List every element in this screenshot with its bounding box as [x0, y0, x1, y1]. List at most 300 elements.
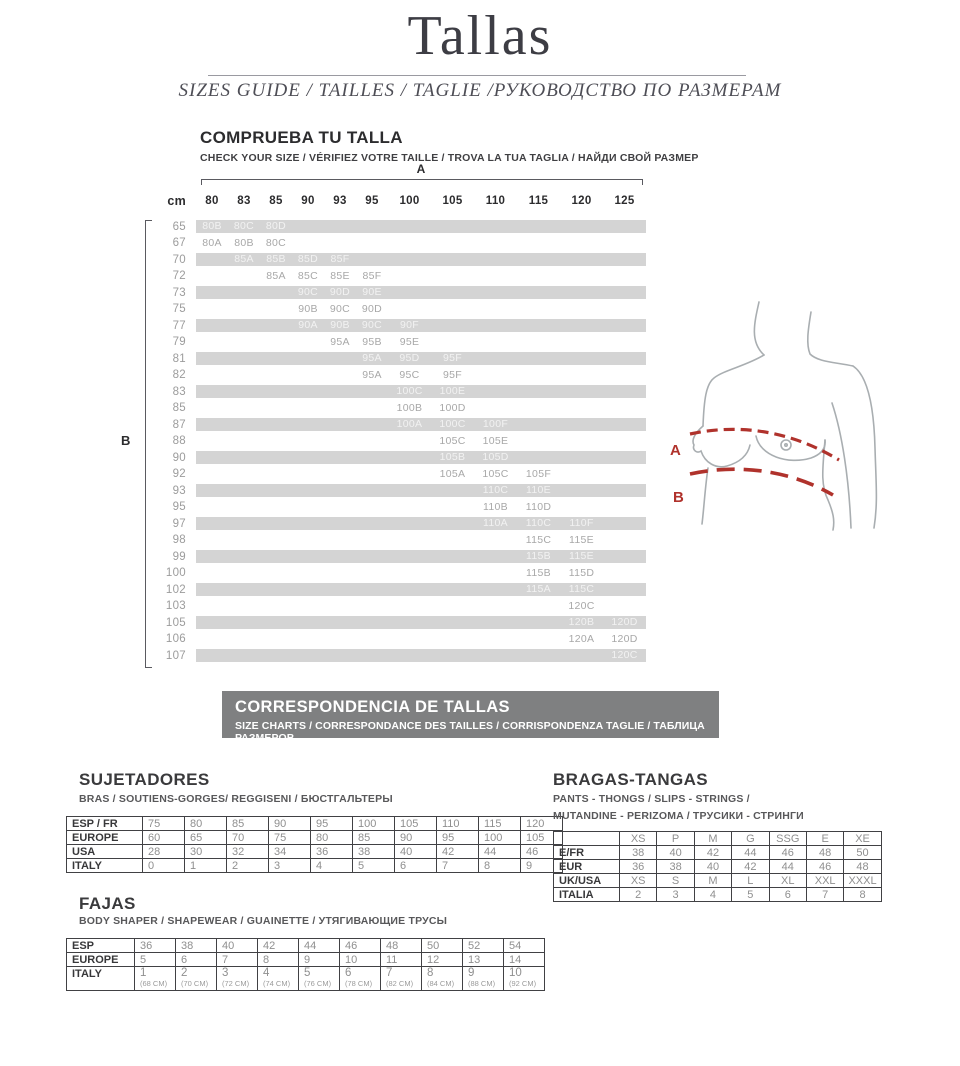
matrix-row-label: 75 [172, 303, 186, 315]
table-row-label: E/FR [554, 846, 620, 860]
table-cell-value: 8 [427, 967, 434, 979]
table-row-label: ITALY [67, 967, 135, 991]
table-cell: 8 [844, 888, 881, 902]
table-header-cell [554, 832, 620, 846]
matrix-cell: 95A [362, 352, 382, 364]
table-cell-note: (92 CM) [509, 979, 537, 988]
table-cell: 48 [381, 939, 422, 953]
matrix-band [196, 220, 646, 233]
table-cell: XXXL [844, 874, 881, 888]
table-cell: 70 [227, 831, 269, 845]
matrix-band [196, 418, 646, 431]
check-size-subtitle: CHECK YOUR SIZE / VÉRIFIEZ VOTRE TAILLE / TROVA LA TUA TAGLIA / НАЙДИ СВОЙ РАЗМЕР [200, 152, 699, 164]
bracket-b [145, 220, 152, 668]
matrix-cell: 80C [233, 220, 255, 232]
matrix-row-label: 65 [172, 220, 186, 233]
matrix-cell: 85A [234, 253, 254, 265]
torso-illustration-icon [648, 288, 958, 583]
matrix-row-label: 87 [172, 418, 186, 431]
shapers-title: FAJAS [79, 894, 136, 913]
table-header-cell: G [732, 832, 769, 846]
table-cell: 50 [844, 846, 881, 860]
table-cell: 48 [844, 860, 881, 874]
table-cell: 46 [340, 939, 381, 953]
table-cell: 40 [657, 846, 694, 860]
matrix-cell: 90C [329, 302, 351, 315]
matrix-cell: 120A [568, 632, 595, 645]
matrix-band [196, 550, 646, 563]
matrix-row [154, 303, 646, 316]
matrix-column-header: 85 [269, 194, 283, 207]
table-cell-note: (84 CM) [427, 979, 455, 988]
matrix-cell: 95D [399, 352, 420, 364]
table-cell-value: 1 [140, 967, 147, 979]
matrix-row-label: 72 [172, 270, 186, 282]
table-cell: 50 [422, 939, 463, 953]
table-cell-note: (82 CM) [386, 979, 414, 988]
table-cell: 75 [269, 831, 311, 845]
table-cell: 40 [694, 860, 731, 874]
table-cell: 10 [340, 953, 381, 967]
table-cell: 6 [769, 888, 806, 902]
table-cell-value: 7 [386, 967, 393, 979]
table-cell-value: 6 [345, 967, 352, 979]
matrix-row-label: 90 [172, 451, 186, 464]
table-cell: 115 [479, 817, 521, 831]
matrix-row [154, 402, 646, 415]
matrix-band [196, 303, 646, 316]
table-cell [340, 967, 381, 991]
table-cell: 0 [143, 859, 185, 873]
table-cell-note: (70 CM) [181, 979, 209, 988]
matrix-band [196, 385, 646, 398]
matrix-column-header: 105 [442, 194, 463, 207]
matrix-row [154, 270, 646, 283]
matrix-band [196, 270, 646, 283]
panties-title: BRAGAS-TANGAS [553, 770, 709, 789]
table-cell: 3 [269, 859, 311, 873]
matrix-cell: 105C [439, 434, 466, 447]
matrix-cell: 95A [362, 368, 382, 381]
matrix-cell: 100B [396, 401, 423, 414]
table-cell: 46 [806, 860, 843, 874]
matrix-row [154, 237, 646, 250]
matrix-row [154, 567, 646, 580]
matrix-row [154, 369, 646, 382]
matrix-row [154, 435, 646, 448]
matrix-row [154, 286, 646, 299]
matrix-cell: 90E [362, 286, 382, 298]
table-cell: 6 [395, 859, 437, 873]
matrix-row-label: 102 [165, 583, 186, 596]
matrix-cell: 105E [482, 434, 509, 447]
table-row [67, 831, 563, 845]
table-cell: 36 [311, 845, 353, 859]
matrix-cell: 120B [568, 616, 595, 628]
matrix-cell: 105C [482, 467, 509, 480]
table-cell: 48 [806, 846, 843, 860]
measure-line-b [690, 469, 833, 495]
matrix-cell: 110A [483, 517, 508, 529]
matrix-cell: 120D [611, 616, 638, 628]
table-cell [135, 967, 176, 991]
table-header-cell: M [694, 832, 731, 846]
table-cell: 9 [521, 859, 563, 873]
table-cell: 80 [185, 817, 227, 831]
size-matrix [154, 194, 646, 666]
matrix-cell: 85E [330, 269, 350, 282]
table-cell: 46 [521, 845, 563, 859]
table-cell: 7 [437, 859, 479, 873]
table-cell: 42 [437, 845, 479, 859]
table-cell: 54 [504, 939, 545, 953]
table-cell: 32 [227, 845, 269, 859]
matrix-cell: 100A [396, 418, 423, 430]
table-cell: 38 [620, 846, 657, 860]
matrix-cell: 115B [526, 550, 551, 562]
banner-subtitle: SIZE CHARTS / CORRESPONDANCE DES TAILLES / CORRISPONDENZA TAGLIE / ТАБЛИЦА РАЗМЕРОВ [235, 720, 705, 744]
table-cell: S [657, 874, 694, 888]
table-cell: 75 [143, 817, 185, 831]
matrix-row [154, 468, 646, 481]
matrix-band [196, 319, 646, 332]
matrix-band [196, 435, 646, 448]
matrix-cell: 80C [265, 236, 287, 249]
table-cell: 80 [311, 831, 353, 845]
table-cell: 8 [258, 953, 299, 967]
table-cell [176, 967, 217, 991]
matrix-row [154, 534, 646, 547]
matrix-cell: 80B [202, 220, 222, 232]
matrix-cell: 120C [611, 649, 638, 661]
matrix-cell: 80D [265, 220, 287, 232]
table-cell: 42 [732, 860, 769, 874]
matrix-row-label: 85 [172, 402, 186, 414]
matrix-cell: 90D [329, 286, 351, 298]
matrix-band [196, 352, 646, 365]
table-cell [381, 967, 422, 991]
figure-label-b: B [673, 489, 684, 506]
matrix-cell: 115D [568, 566, 595, 579]
table-cell: 13 [463, 953, 504, 967]
table-cell: 2 [620, 888, 657, 902]
matrix-row-label: 97 [172, 517, 186, 530]
matrix-cell: 110B [483, 500, 508, 513]
table-cell: 12 [422, 953, 463, 967]
matrix-band [196, 649, 646, 662]
table-cell: 100 [479, 831, 521, 845]
table-cell: 3 [657, 888, 694, 902]
table-cell: 36 [620, 860, 657, 874]
matrix-cell: 105A [439, 467, 466, 480]
table-row-label: UK/USA [554, 874, 620, 888]
table-cell: 36 [135, 939, 176, 953]
matrix-column-header: 83 [237, 194, 251, 207]
matrix-row [154, 501, 646, 514]
matrix-cell: 95F [443, 352, 462, 364]
matrix-cell: 110C [482, 484, 509, 496]
table-cell: 14 [504, 953, 545, 967]
table-cell-note: (78 CM) [345, 979, 373, 988]
table-cell: 44 [732, 846, 769, 860]
table-cell-note: (68 CM) [140, 979, 168, 988]
table-cell [463, 967, 504, 991]
matrix-cell: 115C [525, 533, 552, 546]
table-cell: 38 [176, 939, 217, 953]
matrix-header-row [154, 194, 646, 208]
table-cell [258, 967, 299, 991]
matrix-row [154, 517, 646, 530]
matrix-row-label: 82 [172, 369, 186, 381]
correspondence-banner [222, 691, 719, 744]
matrix-cell: 85F [330, 253, 350, 265]
matrix-cell: 115B [526, 566, 551, 579]
matrix-band [196, 600, 646, 613]
matrix-cell: 105D [482, 451, 509, 463]
table-row [554, 874, 882, 888]
table-cell: 85 [353, 831, 395, 845]
matrix-cell: 85A [266, 269, 286, 282]
matrix-cell: 105B [439, 451, 466, 463]
table-row-label: ITALY [67, 859, 143, 873]
bras-title: SUJETADORES [79, 770, 210, 789]
table-row-label: ITALIA [554, 888, 620, 902]
matrix-cell: 100C [439, 418, 466, 430]
table-cell: 30 [185, 845, 227, 859]
matrix-cell: 95B [362, 335, 382, 348]
table-cell: 5 [732, 888, 769, 902]
table-cell [504, 967, 545, 991]
matrix-band [196, 336, 646, 349]
matrix-column-header: 95 [365, 194, 379, 207]
matrix-cell: 110E [526, 484, 551, 496]
table-cell: 1 [185, 859, 227, 873]
matrix-row-label: 70 [172, 253, 186, 266]
matrix-row-label: 67 [172, 237, 186, 249]
matrix-cell: 110D [525, 500, 552, 513]
shapers-subtitle: BODY SHAPER / SHAPEWEAR / GUAINETTE / УТЯГИВАЮЩИЕ ТРУСЫ [79, 915, 448, 927]
table-row-label: ESP [67, 939, 135, 953]
matrix-column-header: 90 [301, 194, 315, 207]
table-cell: 40 [395, 845, 437, 859]
matrix-row-label: 99 [172, 550, 186, 563]
matrix-band [196, 286, 646, 299]
table-cell: 65 [185, 831, 227, 845]
matrix-cell: 90D [361, 302, 383, 315]
matrix-row-label: 92 [172, 468, 186, 480]
table-cell-value: 5 [304, 967, 311, 979]
matrix-column-header: 80 [205, 194, 219, 207]
table-cell-value: 2 [181, 967, 188, 979]
table-cell: 8 [479, 859, 521, 873]
matrix-row-label: 105 [165, 616, 186, 629]
matrix-row-label: 88 [172, 435, 186, 447]
matrix-cell: 85B [266, 253, 286, 265]
matrix-cell: 105F [525, 467, 552, 480]
matrix-cell: 90A [298, 319, 318, 331]
table-cell: 90 [269, 817, 311, 831]
table-header-cell: E [806, 832, 843, 846]
panties-subtitle-2: MUTANDINE - PERIZOMA / ТРУСИКИ - СТРИНГИ [553, 810, 804, 822]
table-cell [217, 967, 258, 991]
table-row [67, 817, 563, 831]
matrix-row-label: 100 [165, 567, 186, 579]
banner-title: CORRESPONDENCIA DE TALLAS [235, 698, 510, 716]
table-cell: 5 [135, 953, 176, 967]
table-row-label: EUR [554, 860, 620, 874]
table-cell: M [694, 874, 731, 888]
matrix-cell: 95F [443, 368, 462, 381]
table-row [67, 939, 545, 953]
matrix-column-header: 125 [614, 194, 635, 207]
table-cell: 40 [217, 939, 258, 953]
matrix-row-label: 77 [172, 319, 186, 332]
matrix-row-label: 106 [165, 633, 186, 645]
table-cell: 42 [694, 846, 731, 860]
matrix-row [154, 253, 646, 266]
table-cell: 95 [311, 817, 353, 831]
table-cell: 9 [299, 953, 340, 967]
matrix-cell: 100C [396, 385, 423, 397]
table-cell-note: (76 CM) [304, 979, 332, 988]
matrix-cell: 115A [526, 583, 551, 595]
matrix-row-label: 95 [172, 501, 186, 513]
matrix-row [154, 352, 646, 365]
table-cell: 90 [395, 831, 437, 845]
table-cell: 4 [694, 888, 731, 902]
matrix-band [196, 534, 646, 547]
matrix-column-header: 100 [399, 194, 420, 207]
table-cell: 52 [463, 939, 504, 953]
matrix-row [154, 418, 646, 431]
table-cell: 38 [353, 845, 395, 859]
table-cell: 34 [269, 845, 311, 859]
table-cell: 44 [299, 939, 340, 953]
matrix-band [196, 237, 646, 250]
table-row [67, 953, 545, 967]
matrix-cell: 100E [439, 385, 466, 397]
matrix-row [154, 319, 646, 332]
matrix-cell: 115C [568, 583, 595, 595]
table-cell: XL [769, 874, 806, 888]
table-row [554, 860, 882, 874]
matrix-row-label: 83 [172, 385, 186, 398]
bras-subtitle: BRAS / SOUTIENS-GORGES/ REGGISENI / БЮСТГАЛЬТЕРЫ [79, 793, 393, 805]
table-row-label: EUROPE [67, 953, 135, 967]
matrix-cell: 110C [525, 517, 552, 529]
matrix-band [196, 567, 646, 580]
bracket-a-label: A [416, 162, 426, 176]
bracket-b-label: B [121, 433, 131, 448]
matrix-band [196, 616, 646, 629]
table-cell: L [732, 874, 769, 888]
table-cell: 110 [437, 817, 479, 831]
matrix-row [154, 583, 646, 596]
matrix-row [154, 336, 646, 349]
matrix-band [196, 501, 646, 514]
figure-label-a: A [670, 442, 681, 459]
page-title: Tallas [407, 5, 553, 67]
table-cell: 95 [437, 831, 479, 845]
table-cell: 7 [217, 953, 258, 967]
table-cell-note: (72 CM) [222, 979, 250, 988]
table-row-label: EUROPE [67, 831, 143, 845]
table-header-cell: XE [844, 832, 881, 846]
matrix-cell: 90B [298, 302, 318, 315]
matrix-row-label: 73 [172, 286, 186, 299]
matrix-band [196, 451, 646, 464]
page-subtitle: SIZES GUIDE / TAILLES / TAGLIE /РУКОВОДСТВО ПО РАЗМЕРАМ [178, 80, 782, 101]
table-cell: 7 [806, 888, 843, 902]
table-cell: 120 [521, 817, 563, 831]
table-cell: 38 [657, 860, 694, 874]
table-cell: 2 [227, 859, 269, 873]
matrix-cell: 85F [362, 269, 382, 282]
matrix-row [154, 616, 646, 629]
title-divider [208, 75, 746, 76]
matrix-row [154, 649, 646, 662]
matrix-column-header: 120 [571, 194, 592, 207]
table-row [554, 846, 882, 860]
panties-table [553, 831, 882, 902]
measure-figure [648, 288, 958, 588]
matrix-cell: 80A [202, 236, 222, 249]
matrix-row [154, 550, 646, 563]
check-size-title: COMPRUEBA TU TALLA [200, 128, 403, 147]
matrix-band [196, 402, 646, 415]
table-row [67, 859, 563, 873]
matrix-row [154, 451, 646, 464]
table-cell: 42 [258, 939, 299, 953]
table-cell-value: 4 [263, 967, 270, 979]
table-cell-value: 10 [509, 967, 522, 979]
table-header-row [554, 832, 882, 846]
matrix-cell: 90F [400, 319, 419, 331]
matrix-column-header: 93 [333, 194, 347, 207]
shapers-table [66, 938, 545, 991]
matrix-cell: 95C [399, 368, 420, 381]
table-cell-value: 9 [468, 967, 475, 979]
table-cell: 28 [143, 845, 185, 859]
matrix-row-label: 93 [172, 484, 186, 497]
table-cell: 44 [479, 845, 521, 859]
matrix-band [196, 369, 646, 382]
matrix-cell: 90C [361, 319, 383, 331]
matrix-cell: 90B [330, 319, 350, 331]
matrix-row [154, 600, 646, 613]
table-cell: XS [620, 874, 657, 888]
matrix-cell: 85C [297, 269, 319, 282]
matrix-row-label: 79 [172, 336, 186, 348]
matrix-cell: 90C [297, 286, 319, 298]
matrix-band [196, 468, 646, 481]
matrix-column-header: 115 [528, 194, 549, 207]
table-cell: XXL [806, 874, 843, 888]
table-cell: 11 [381, 953, 422, 967]
matrix-cell: 115E [569, 550, 594, 562]
matrix-row [154, 633, 646, 646]
table-cell: 4 [311, 859, 353, 873]
panties-subtitle-1: PANTS - THONGS / SLIPS - STRINGS / [553, 793, 750, 805]
matrix-cell: 85D [297, 253, 319, 265]
table-cell: 60 [143, 831, 185, 845]
bracket-a [201, 179, 643, 185]
matrix-band [196, 484, 646, 497]
matrix-column-header: 110 [485, 194, 506, 207]
matrix-row [154, 484, 646, 497]
table-cell: 44 [769, 860, 806, 874]
table-row [67, 967, 545, 991]
